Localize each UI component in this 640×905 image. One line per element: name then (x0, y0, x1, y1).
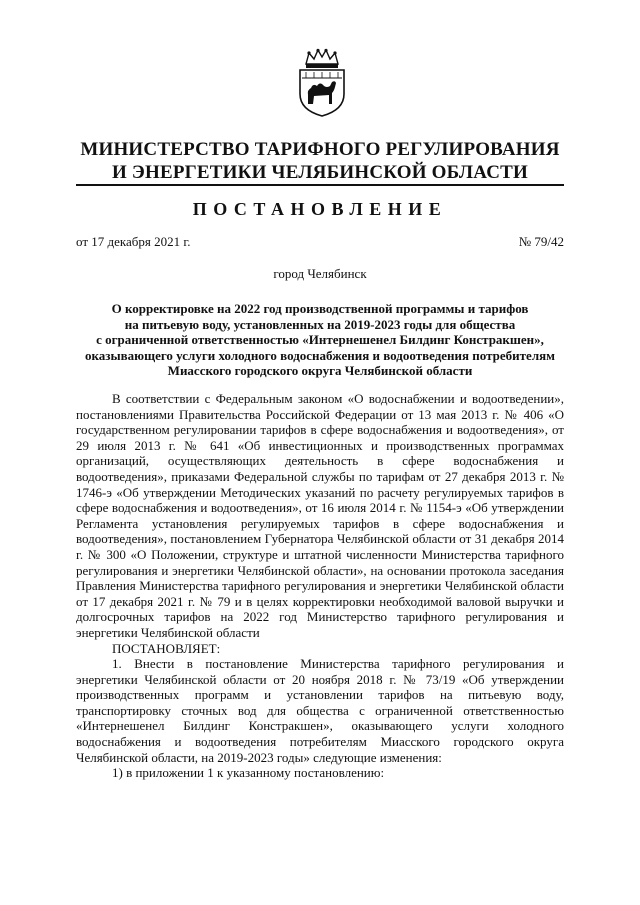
heading-line: с ограниченной ответственностью «Интернешенел Билдинг Констракшен», (96, 332, 544, 348)
ministry-name-line-2: И ЭНЕРГЕТИКИ ЧЕЛЯБИНСКОЙ ОБЛАСТИ (111, 162, 529, 183)
document-date: от 17 декабря 2021 г. (76, 234, 191, 249)
subitem-1-paragraph: 1) в приложении 1 к указанному постановлению: (112, 765, 385, 781)
document-number: № 79/42 (518, 234, 564, 249)
document-heading (80, 301, 560, 379)
document-city: город Челябинск (273, 266, 367, 281)
ministry-name-line-1: МИНИСТЕРСТВО ТАРИФНОГО РЕГУЛИРОВАНИЯ (80, 139, 560, 160)
heading-line: на питьевую воду, установленных на 2019-2023 годы для общества (124, 316, 516, 332)
heading-line: О корректировке на 2022 год производственной программы и тарифов (111, 301, 529, 316)
coat-of-arms-emblem (294, 48, 350, 118)
preamble-paragraph: В соответствии с Федеральным законом «О водоснабжении и водоотведении», постановлениями Правительства Российской Федерации от 13 мая 2013 г. № 406 «О государственном регулировании тарифов в сфере водоснабжения и водоотведения», от 29 июля 2013 г. № 641 «Об инвестиционных и производственных программах организаций, осуществляющих деятельность в сфере водоснабжения и водоотведения», приказами Федеральной службы по тарифам от 27 декабря 2013 г. № 1746-э «Об утверждении Методических указаний по расчету регулируемых тарифов в сфере водоснабжения и водоотведения», от 16 июля 2014 г. № 1154-э «Об утверждении Регламента установления регулируемых тарифов в сфере водоснабжения и водоотведения», постановлением Губернатора Челябинской области от 31 декабря 2014 г. № 300 «О Положении, структуре и штатной численности Министерства тарифного регулирования и энергетики Челябинской области», на основании протокола заседания Правления Министерства тарифного регулирования и энергетики Челябинской области от 17 декабря 2021 г. № 79 и в целях корректировки необходимой валовой выручки и долгосрочных тарифов на 2022 год Министерство тарифного регулирования и энергетики Челябинской области (76, 391, 564, 640)
heading-line: Миасского городского округа Челябинской области (167, 363, 473, 379)
item-1-paragraph: 1. Внести в постановление Министерства тарифного регулирования и энергетики Челябинской области от 20 ноября 2018 г. № 73/19 «Об утверждении производственных программ и установлении тарифов на питьевую воду, транспортировку сточных вод для общества с ограниченной ответственностью «Интернешенел Билдинг Констракшен», оказывающего услуги холодного водоснабжения и водоотведения потребителям Миасского городского округа Челябинской области, на 2019-2023 годы» следующие изменения: (76, 656, 564, 765)
resolves-paragraph: ПОСТАНОВЛЯЕТ: (112, 640, 221, 656)
document-body (76, 391, 564, 781)
header-divider (76, 184, 564, 186)
document-type: ПОСТАНОВЛЕНИЕ (192, 199, 448, 219)
heading-line: оказывающего услуги холодного водоснабжения и водоотведения потребителям (84, 347, 556, 363)
